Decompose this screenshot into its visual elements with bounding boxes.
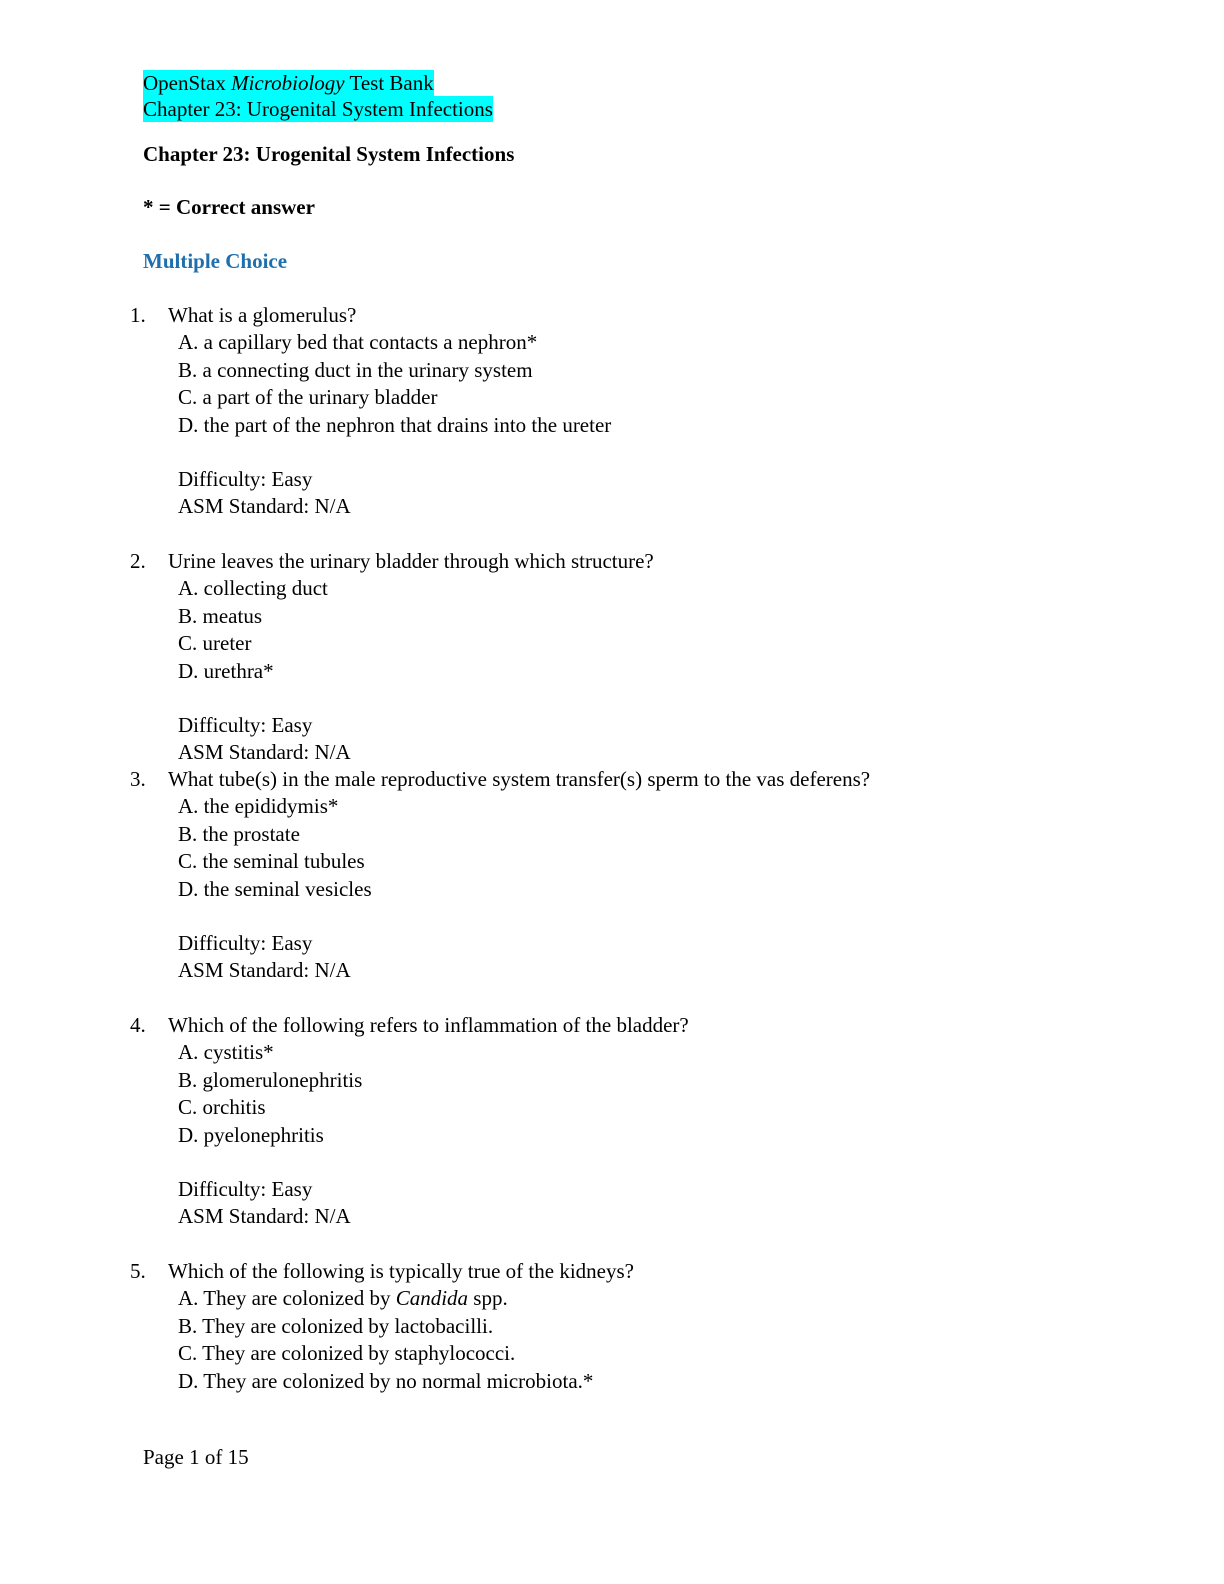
question-stem	[130, 548, 1110, 575]
option-a-italic: Candida	[395, 1286, 469, 1311]
question-meta	[130, 930, 1110, 985]
question-stem	[130, 766, 1110, 793]
question-5	[130, 1258, 1110, 1395]
question-meta	[130, 1176, 1110, 1231]
answer-options	[130, 329, 1110, 439]
difficulty: Difficulty: Easy	[178, 931, 313, 956]
difficulty: Difficulty: Easy	[178, 467, 313, 492]
question-meta	[130, 466, 1110, 521]
option-a: A. the epididymis*	[178, 794, 339, 819]
header-line-1: OpenStax Microbiology Test Bank	[143, 71, 434, 95]
question-text: What is a glomerulus?	[168, 303, 357, 327]
question-1	[130, 302, 1110, 521]
header-line-2: Chapter 23: Urogenital System Infections	[143, 97, 493, 121]
question-number: 5.	[130, 1259, 146, 1283]
option-a: A. a capillary bed that contacts a nephron*	[178, 330, 538, 355]
question-3	[130, 766, 1110, 985]
option-d: D. the seminal vesicles	[178, 876, 372, 901]
option-c: C. ureter	[178, 631, 252, 656]
answer-options	[130, 793, 1110, 903]
question-stem	[130, 1012, 1110, 1039]
question-4	[130, 1012, 1110, 1231]
option-c: C. the seminal tubules	[178, 849, 365, 874]
option-b: B. They are colonized by lactobacilli.	[178, 1313, 494, 1338]
option-a: A. cystitis*	[178, 1040, 274, 1065]
option-c: C. a part of the urinary bladder	[178, 385, 438, 410]
option-d: D. pyelonephritis	[178, 1122, 324, 1147]
question-text: Which of the following is typically true of the kidneys?	[168, 1259, 634, 1283]
option-b: B. the prostate	[178, 821, 300, 846]
option-a: A. They are colonized by Candida spp.	[178, 1286, 508, 1311]
question-number: 3.	[130, 767, 146, 791]
difficulty: Difficulty: Easy	[178, 1177, 313, 1202]
chapter-title: Chapter 23: Urogenital System Infections	[143, 142, 515, 166]
option-d: D. urethra*	[178, 658, 274, 683]
option-d: D. They are colonized by no normal microbiota.*	[178, 1368, 594, 1393]
question-number: 2.	[130, 549, 146, 573]
option-a: A. collecting duct	[178, 576, 328, 601]
asm-standard: ASM Standard: N/A	[178, 494, 351, 519]
question-stem	[130, 1258, 1110, 1285]
question-number: 1.	[130, 303, 146, 327]
asm-standard: ASM Standard: N/A	[178, 1204, 351, 1229]
answer-options	[130, 575, 1110, 685]
question-text: Which of the following refers to inflammation of the bladder?	[168, 1013, 689, 1037]
answer-options	[130, 1039, 1110, 1149]
question-text: What tube(s) in the male reproductive system transfer(s) sperm to the vas deferens?	[168, 767, 871, 791]
question-number: 4.	[130, 1013, 146, 1037]
header-italic-title: Microbiology	[231, 71, 345, 95]
option-c: C. They are colonized by staphylococci.	[178, 1341, 516, 1366]
option-c: C. orchitis	[178, 1095, 266, 1120]
question-text: Urine leaves the urinary bladder through which structure?	[168, 549, 654, 573]
question-stem	[130, 302, 1110, 329]
document-header	[143, 70, 493, 122]
option-b: B. meatus	[178, 603, 262, 628]
asm-standard: ASM Standard: N/A	[178, 958, 351, 983]
difficulty: Difficulty: Easy	[178, 713, 313, 738]
question-meta	[130, 712, 1110, 767]
page-number-footer: Page 1 of 15	[143, 1445, 249, 1469]
option-d: D. the part of the nephron that drains into the ureter	[178, 412, 612, 437]
section-heading: Multiple Choice	[143, 249, 288, 273]
asm-standard: ASM Standard: N/A	[178, 740, 351, 765]
question-2	[130, 548, 1110, 767]
option-b: B. glomerulonephritis	[178, 1067, 363, 1092]
answer-options	[130, 1285, 1110, 1395]
answer-legend: * = Correct answer	[143, 195, 315, 219]
option-b: B. a connecting duct in the urinary system	[178, 357, 533, 382]
